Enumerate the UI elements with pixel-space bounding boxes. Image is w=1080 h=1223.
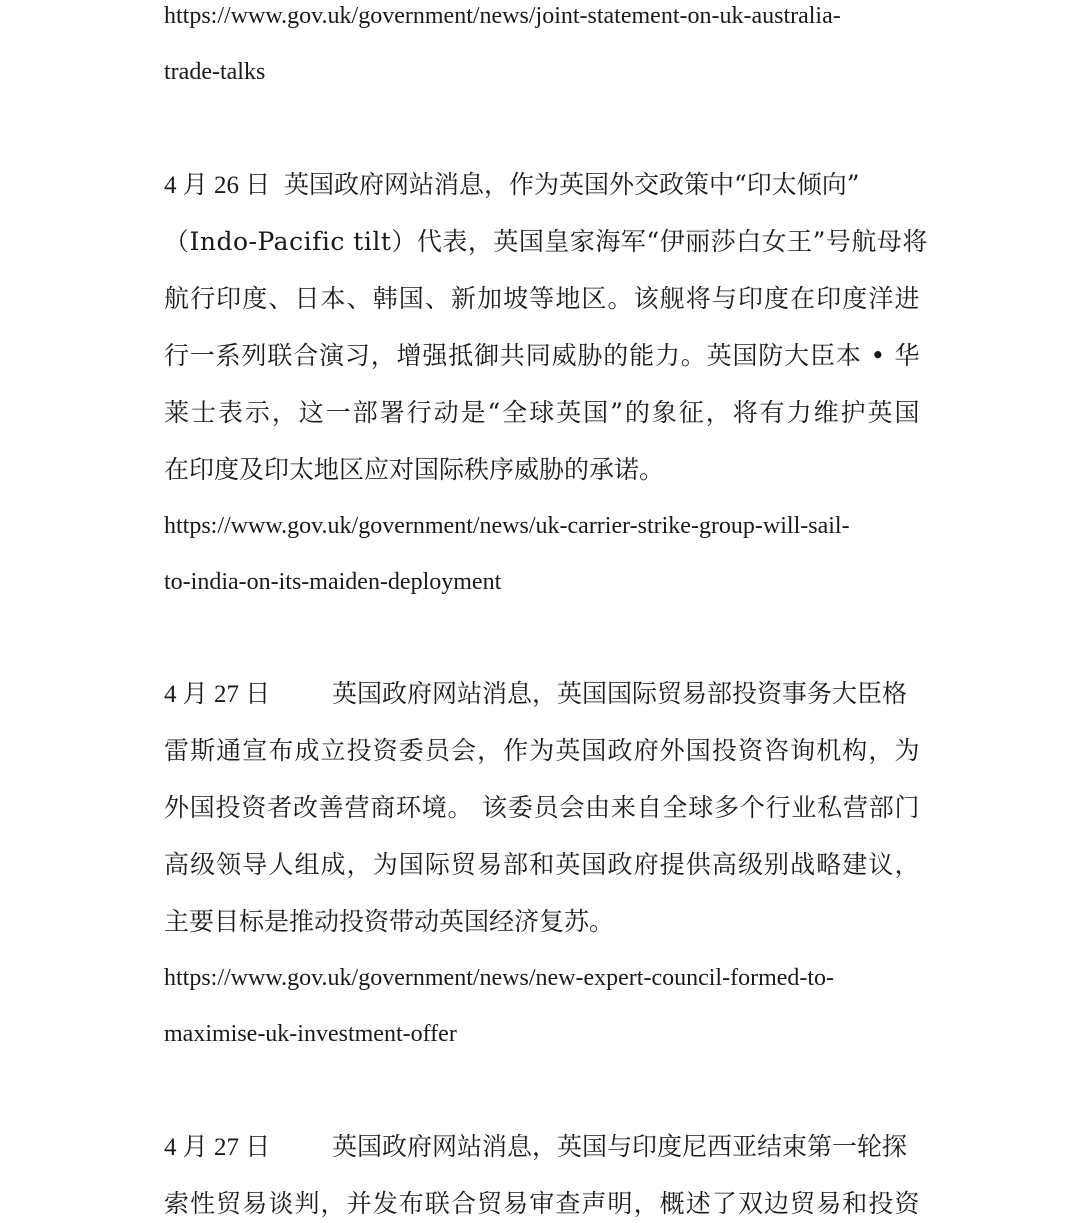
entry-text-line: 索性贸易谈判，并发布联合贸易审查声明，概述了双边贸易和投资 [164, 1189, 920, 1218]
entry-date: 4 月 27 日 [164, 681, 271, 708]
source-url-line[interactable]: https://www.gov.uk/government/news/new-expert-council-formed-to- [164, 965, 835, 991]
entry-text-line: 雷斯通宣布成立投资委员会，作为英国政府外国投资咨询机构，为 [164, 736, 920, 765]
source-url-line[interactable]: to-india-on-its-maiden-deployment [164, 569, 502, 595]
entry-text-line: （Indo-Pacific tilt）代表，英国皇家海军“伊丽莎白女王”号航母将 [164, 227, 928, 256]
entry-text-line: 英国政府网站消息，英国与印度尼西亚结束第一轮探 [332, 1132, 908, 1161]
source-url-line[interactable]: maximise-uk-investment-offer [164, 1021, 457, 1047]
source-url-line[interactable]: trade-talks [164, 59, 266, 85]
entry-text-line: 主要目标是推动投资带动英国经济复苏。 [164, 907, 615, 936]
entry-first-line [164, 170, 860, 201]
entry-date: 4 月 26 日 [164, 172, 271, 199]
entry-text-line: 在印度及印太地区应对国际秩序威胁的承诺。 [164, 455, 665, 484]
source-url-line[interactable]: https://www.gov.uk/government/news/joint-statement-on-uk-australia- [164, 3, 841, 29]
entry-text-line: 英国政府网站消息，英国国际贸易部投资事务大臣格 [332, 679, 908, 708]
entry-text-line: 外国投资者改善营商环境。 该委员会由来自全球多个行业私营部门 [164, 793, 920, 822]
entry-text-line: 莱士表示，这一部署行动是“全球英国”的象征，将有力维护英国 [164, 398, 920, 427]
entry-first-line [164, 1132, 907, 1163]
entry-text-line: 高级领导人组成，为国际贸易部和英国政府提供高级别战略建议， [164, 850, 920, 879]
entry-first-line [164, 679, 907, 710]
entry-text-line: 英国政府网站消息，作为英国外交政策中“印太倾向” [284, 170, 860, 199]
entry-text-line: 行一系列联合演习，增强抵御共同威胁的能力。英国防大臣本 • 华 [164, 341, 920, 370]
entry-text-line: 航行印度、日本、韩国、新加坡等地区。该舰将与印度在印度洋进 [164, 284, 920, 313]
entry-date: 4 月 27 日 [164, 1134, 271, 1161]
source-url-line[interactable]: https://www.gov.uk/government/news/uk-carrier-strike-group-will-sail- [164, 513, 850, 539]
